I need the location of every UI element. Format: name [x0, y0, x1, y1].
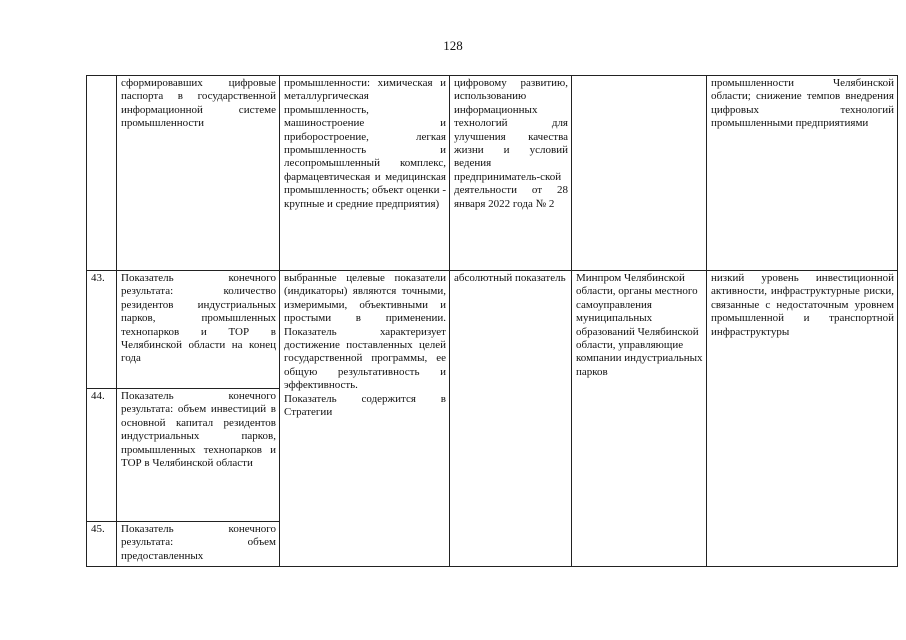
row-number: 45.	[87, 522, 117, 567]
row-number: 44.	[87, 389, 117, 522]
indicator-description: промышленности: химическая и металлургическая промышленность, машиностроение и приборостроение, легкая промышленность и лесопромышленный комплекс, фармацевтическая и медицинская промышленность; объект оценки - крупные и средние предприятия)	[280, 76, 450, 271]
table-row	[87, 271, 898, 389]
indicator-risks: промышленности Челябинской области; снижение темпов внедрения цифровых технологий промышленными предприятиями	[707, 76, 898, 271]
indicator-name: сформировавших цифровые паспорта в государственной информационной системе промышленности	[117, 76, 280, 271]
row-number: 43.	[87, 271, 117, 389]
indicator-responsible: Минпром Челябинской области, органы местного самоуправления муниципальных образований Челябинской области, управляющие компании индустриальных парков	[572, 271, 707, 567]
table-row	[87, 76, 898, 271]
indicator-name: Показатель конечного результата: количество резидентов индустриальных парков, промышленных технопарков и ТОР в Челябинской области на конец года	[117, 271, 280, 389]
indicator-responsible	[572, 76, 707, 271]
indicator-unit: цифровому развитию, использованию информационных технологий для улучшения качества жизни и условий ведения предприниматель-ской деятельности от 28 января 2022 года № 2	[450, 76, 572, 271]
indicator-name: Показатель конечного результата: объем инвестиций в основной капитал резидентов индустриальных парков, промышленных технопарков и ТОР в Челябинской области	[117, 389, 280, 522]
indicators-table	[86, 75, 898, 567]
page-number: 128	[443, 38, 463, 53]
indicator-name: Показатель конечного результата: объем предоставленных	[117, 522, 280, 567]
indicator-unit: абсолютный показатель	[450, 271, 572, 567]
indicator-description: выбранные целевые показатели (индикаторы) являются точными, измеримыми, объективными и простыми в применении. Показатель характеризует достижение поставленных целей государственной программы, ее общую результативность и эффективность. Показатель содержится в Стратегии	[280, 271, 450, 567]
row-number	[87, 76, 117, 271]
indicator-risks: низкий уровень инвестиционной активности, инфраструктурные риски, связанные с недостаточным уровнем промышленной и транспортной инфраструктуры	[707, 271, 898, 567]
